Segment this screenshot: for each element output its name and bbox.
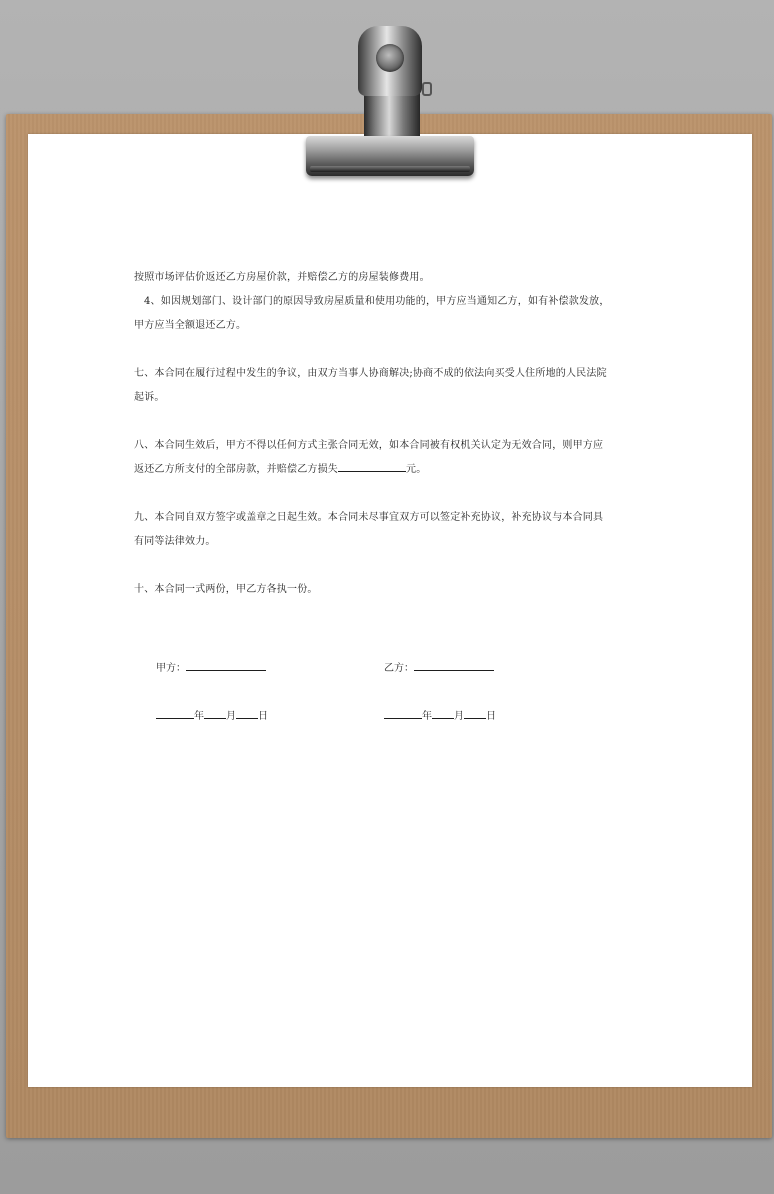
clip-plate bbox=[306, 136, 474, 176]
clip-hole bbox=[376, 44, 404, 72]
paragraph: 起诉。 bbox=[134, 392, 165, 403]
paragraph: 4、如因规划部门、设计部门的原因导致房屋质量和使用功能的，甲方应当通知乙方，如有补偿款发放， bbox=[144, 296, 610, 307]
amount-blank bbox=[338, 460, 406, 472]
party-b-date bbox=[384, 707, 496, 724]
party-a-signature bbox=[156, 659, 266, 676]
paragraph: 八、本合同生效后，甲方不得以任何方式主张合同无效，如本合同被有权机关认定为无效合同，则甲方应 bbox=[134, 440, 604, 451]
party-a-date bbox=[156, 707, 268, 724]
paragraph-text: 元。 bbox=[406, 464, 427, 475]
day-blank bbox=[464, 707, 486, 719]
clip-ring bbox=[358, 26, 422, 96]
month-blank bbox=[204, 707, 226, 719]
paragraph: 有同等法律效力。 bbox=[134, 536, 216, 547]
party-b-signature bbox=[384, 659, 494, 676]
year-label: 年 bbox=[194, 711, 204, 722]
party-a-label: 甲方： bbox=[156, 663, 186, 674]
paragraph-with-blank bbox=[134, 458, 674, 482]
paragraph: 九、本合同自双方签字或盖章之日起生效。本合同未尽事宜双方可以签定补充协议，补充协议与本合同具 bbox=[134, 512, 604, 523]
party-b-blank bbox=[414, 659, 494, 671]
paragraph-text: 返还乙方所支付的全部房款，并赔偿乙方损失 bbox=[134, 464, 338, 475]
party-a-blank bbox=[186, 659, 266, 671]
month-label: 月 bbox=[454, 711, 464, 722]
paragraph: 七、本合同在履行过程中发生的争议，由双方当事人协商解决;协商不成的依法向买受人住所地的人民法院 bbox=[134, 368, 607, 379]
month-label: 月 bbox=[226, 711, 236, 722]
year-blank bbox=[156, 707, 194, 719]
contract-body bbox=[134, 266, 674, 602]
paragraph: 甲方应当全额退还乙方。 bbox=[134, 320, 247, 331]
paragraph: 按照市场评估价返还乙方房屋价款，并赔偿乙方的房屋装修费用。 bbox=[134, 272, 430, 283]
month-blank bbox=[432, 707, 454, 719]
day-label: 日 bbox=[486, 711, 496, 722]
paragraph: 十、本合同一式两份，甲乙方各执一份。 bbox=[134, 584, 318, 595]
year-label: 年 bbox=[422, 711, 432, 722]
day-blank bbox=[236, 707, 258, 719]
clip-pin bbox=[422, 82, 432, 96]
day-label: 日 bbox=[258, 711, 268, 722]
year-blank bbox=[384, 707, 422, 719]
binder-clip bbox=[300, 26, 480, 178]
party-b-label: 乙方： bbox=[384, 663, 414, 674]
